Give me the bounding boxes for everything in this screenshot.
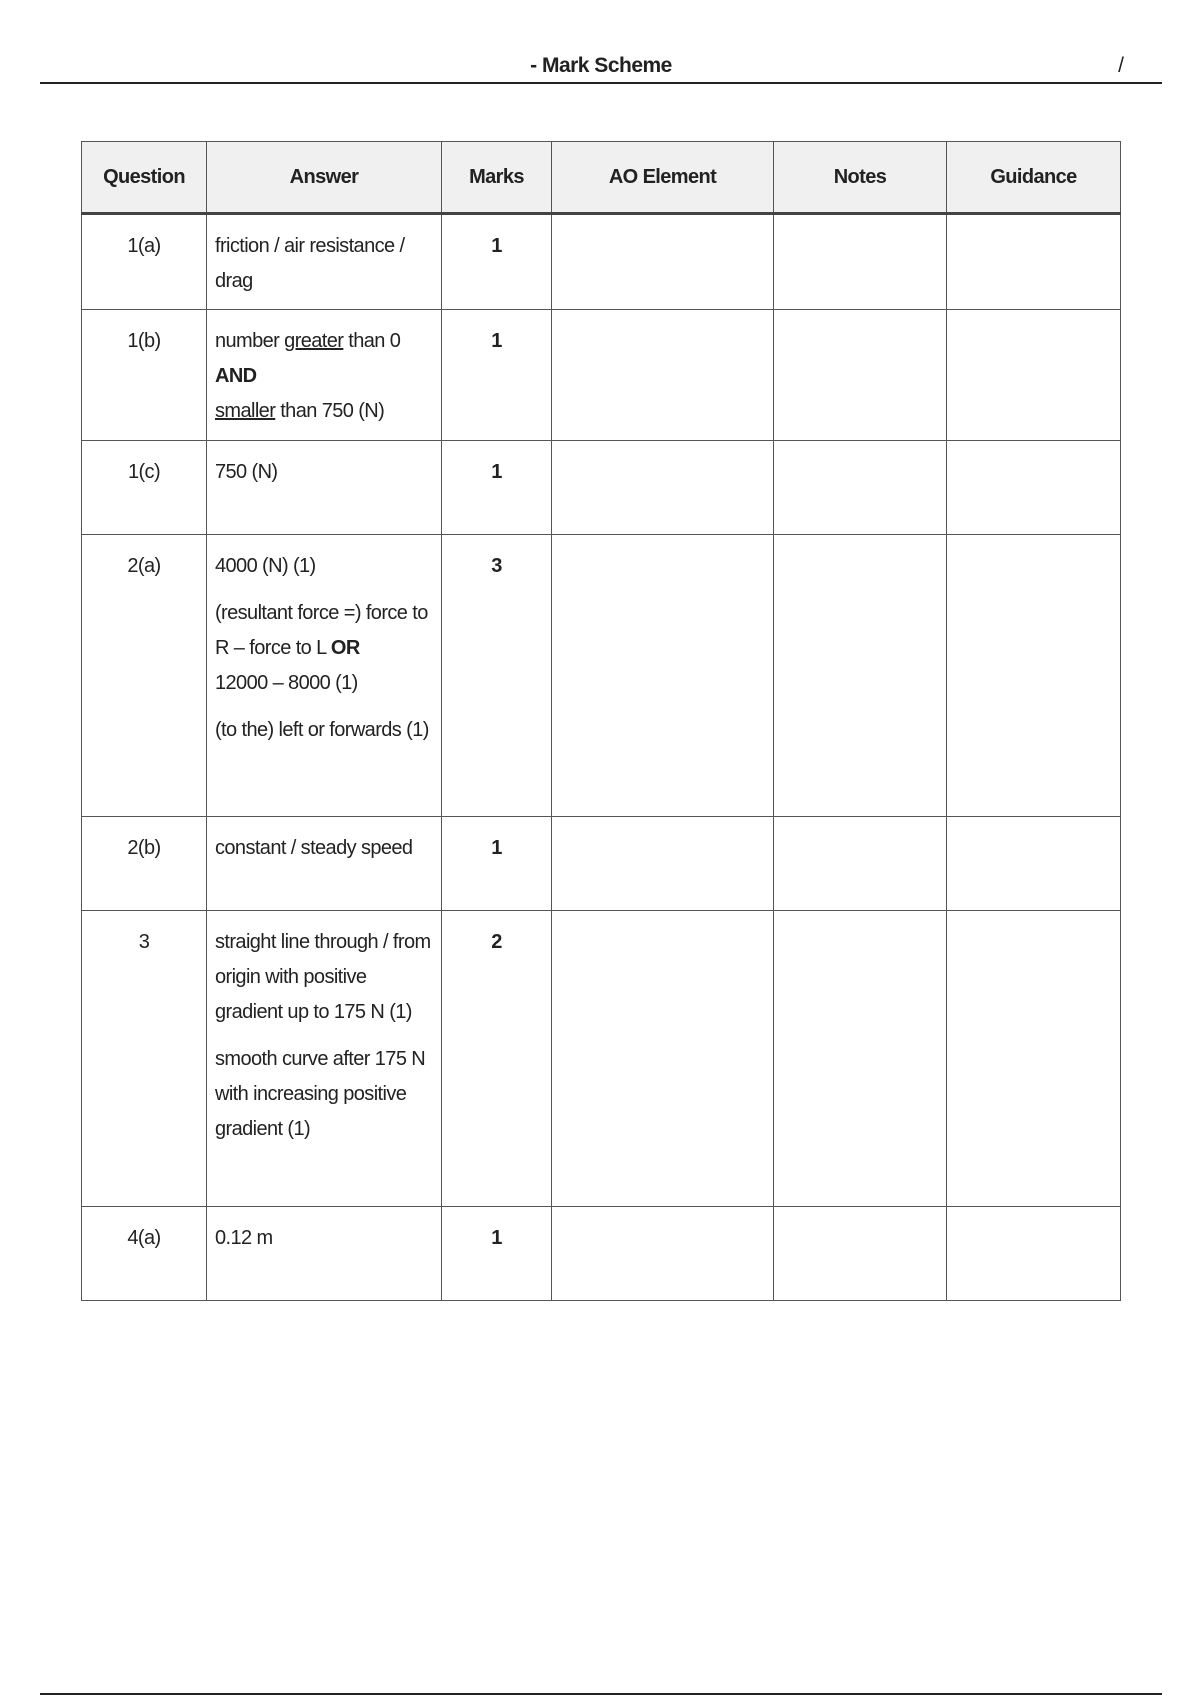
ao-element-cell <box>552 535 774 817</box>
column-header-ao-element: AO Element <box>552 142 774 214</box>
header-right-mark: / <box>1118 54 1124 77</box>
column-header-guidance: Guidance <box>947 142 1121 214</box>
answer-text: smooth curve after 175 N with increasing positive gradient (1) <box>215 1048 426 1140</box>
table-row <box>82 310 1121 441</box>
answer-text: 750 (N) <box>215 461 278 483</box>
notes-cell <box>774 441 947 535</box>
answer-bold: OR <box>330 637 360 659</box>
guidance-cell <box>947 310 1121 441</box>
marks-cell: 1 <box>442 817 552 911</box>
guidance-cell <box>947 911 1121 1207</box>
answer-text: straight line through / from origin with positive gradient up to 175 N (1) <box>215 931 431 1023</box>
page-title: - Mark Scheme <box>530 54 672 77</box>
marks-cell: 1 <box>442 214 552 310</box>
ao-element-cell <box>552 214 774 310</box>
question-cell: 1(a) <box>82 214 207 310</box>
page-header <box>40 52 1162 84</box>
ao-element-cell <box>552 310 774 441</box>
column-header-answer: Answer <box>207 142 442 214</box>
table-row <box>82 214 1121 310</box>
answer-cell <box>207 214 442 310</box>
answer-cell <box>207 1207 442 1301</box>
ao-element-cell <box>552 911 774 1207</box>
table-header-row <box>82 142 1121 214</box>
guidance-cell <box>947 817 1121 911</box>
answer-underlined: greater <box>284 330 344 352</box>
mark-scheme-table <box>81 141 1121 1301</box>
marks-cell: 1 <box>442 1207 552 1301</box>
ao-element-cell <box>552 1207 774 1301</box>
answer-cell <box>207 817 442 911</box>
answer-fragment: than 0 <box>343 330 401 352</box>
question-cell: 2(b) <box>82 817 207 911</box>
table-row <box>82 535 1121 817</box>
answer-text: 0.12 m <box>215 1227 273 1249</box>
ao-element-cell <box>552 817 774 911</box>
guidance-cell <box>947 441 1121 535</box>
answer-cell <box>207 310 442 441</box>
answer-cell <box>207 911 442 1207</box>
column-header-notes: Notes <box>774 142 947 214</box>
answer-text: 4000 (N) (1) <box>215 555 316 577</box>
answer-text <box>215 324 433 429</box>
answer-cell <box>207 441 442 535</box>
notes-cell <box>774 535 947 817</box>
notes-cell <box>774 214 947 310</box>
footer-rule <box>40 1693 1162 1695</box>
question-cell: 1(c) <box>82 441 207 535</box>
marks-cell: 2 <box>442 911 552 1207</box>
answer-text: friction / air resistance / drag <box>215 235 405 292</box>
column-header-marks: Marks <box>442 142 552 214</box>
question-cell: 1(b) <box>82 310 207 441</box>
answer-underlined: smaller <box>215 400 276 422</box>
notes-cell <box>774 817 947 911</box>
guidance-cell <box>947 1207 1121 1301</box>
answer-fragment: (resultant force =) force to R – force to L <box>215 602 428 659</box>
question-cell: 2(a) <box>82 535 207 817</box>
guidance-cell <box>947 535 1121 817</box>
question-cell: 3 <box>82 911 207 1207</box>
answer-text: (to the) left or forwards (1) <box>215 719 429 741</box>
guidance-cell <box>947 214 1121 310</box>
table-row <box>82 441 1121 535</box>
table-row <box>82 817 1121 911</box>
notes-cell <box>774 911 947 1207</box>
marks-cell: 1 <box>442 310 552 441</box>
marks-cell: 1 <box>442 441 552 535</box>
answer-fragment: than 750 (N) <box>275 400 385 422</box>
ao-element-cell <box>552 441 774 535</box>
marks-cell: 3 <box>442 535 552 817</box>
notes-cell <box>774 310 947 441</box>
notes-cell <box>774 1207 947 1301</box>
answer-fragment: 12000 – 8000 (1) <box>215 672 358 694</box>
table-row <box>82 911 1121 1207</box>
question-cell: 4(a) <box>82 1207 207 1301</box>
table-row <box>82 1207 1121 1301</box>
answer-bold: AND <box>215 365 257 387</box>
answer-fragment: number <box>215 330 285 352</box>
answer-cell <box>207 535 442 817</box>
answer-text: constant / steady speed <box>215 837 413 859</box>
answer-text <box>215 596 433 701</box>
column-header-question: Question <box>82 142 207 214</box>
